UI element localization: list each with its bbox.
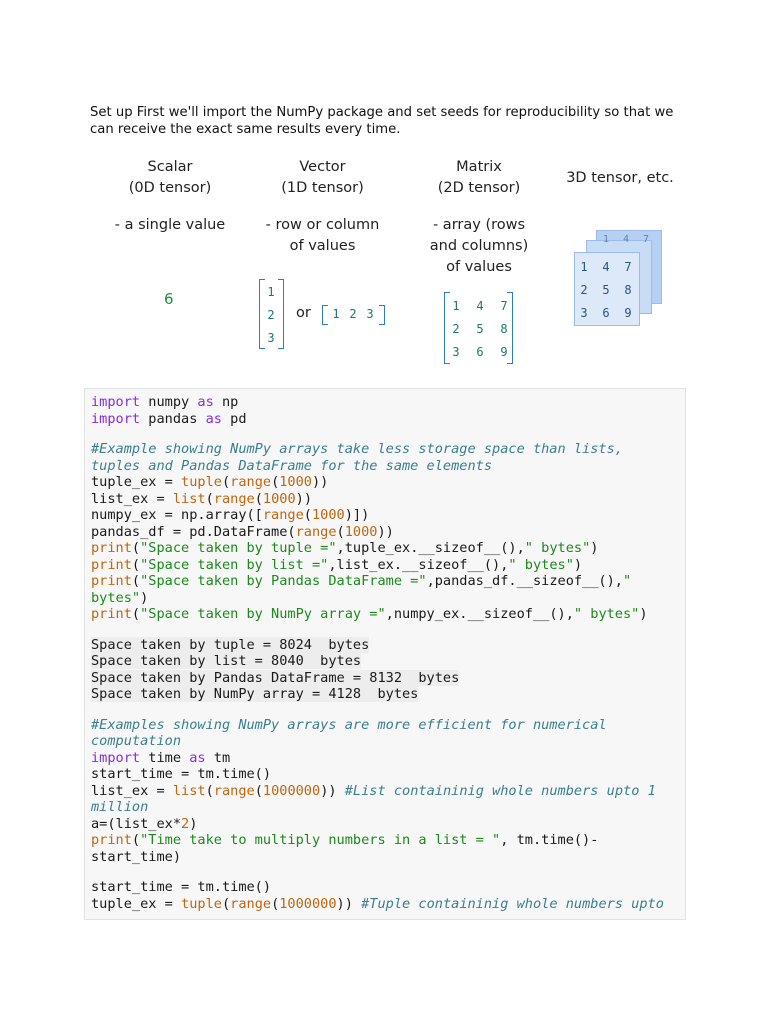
builtin: range	[230, 895, 272, 912]
output-line: Space taken by tuple = 8024 bytes	[91, 636, 370, 653]
string: "Space taken by NumPy array ="	[140, 606, 386, 622]
code-comment: #Tuple containinig whole numbers upto	[361, 895, 664, 912]
tensor-cell: 2	[580, 283, 588, 297]
vector-desc-line2: of values	[289, 238, 356, 254]
builtin: range	[213, 490, 255, 507]
code-comment: tuples and Pandas DataFrame for the same elements	[91, 457, 493, 474]
code-text: ,list_ex.__sizeof__(),	[328, 556, 509, 573]
string: " bytes"	[573, 606, 640, 622]
tensor-back-cell: 4	[622, 234, 630, 245]
keyword: as	[205, 410, 222, 427]
matrix-cell: 3	[452, 345, 460, 359]
row-vector-cell: 2	[349, 307, 357, 321]
builtin: range	[262, 507, 304, 523]
code-text: (	[303, 507, 312, 523]
matrix-desc-line3: of values	[446, 259, 512, 275]
row-vector-cell: 3	[366, 307, 374, 321]
keyword: as	[189, 749, 206, 766]
builtin: print	[91, 556, 132, 573]
keyword: as	[197, 394, 214, 410]
matrix-cell: 1	[452, 299, 460, 313]
tensor-cell: 7	[624, 260, 632, 274]
vector-title: Vector	[299, 159, 346, 175]
code-text: (	[131, 556, 141, 573]
code-text: start_time = tm.time()	[91, 766, 272, 782]
number: 1000	[262, 490, 296, 507]
matrix-subtitle: (2D tensor)	[437, 180, 521, 196]
string: " bytes"	[508, 556, 574, 573]
code-text: )	[140, 589, 149, 606]
code-text: (	[271, 895, 280, 912]
code-comment: million	[91, 799, 149, 815]
matrix-column	[420, 157, 538, 278]
builtin: print	[91, 832, 132, 848]
number: 1000	[311, 507, 345, 523]
number: 1000000	[279, 895, 337, 912]
vector-subtitle: (1D tensor)	[281, 180, 364, 196]
builtin: list	[172, 490, 206, 507]
code-text: )])	[344, 507, 370, 523]
scalar-desc: - a single value	[114, 217, 226, 233]
code-text: , tm.time()-	[500, 832, 599, 848]
code-text: start_time)	[91, 848, 182, 865]
scalar-value: 6	[164, 290, 174, 308]
output-line: Space taken by list = 8040 bytes	[91, 653, 362, 669]
tensor-cell: 4	[602, 260, 610, 274]
matrix-cell: 2	[452, 322, 460, 336]
intro-paragraph: Set up First we'll import the NumPy package and set seeds for reproducibility so that we can receive the exact same results every time.	[90, 105, 674, 137]
tensor-back-cell: 7	[642, 234, 650, 245]
code-text: time	[140, 749, 190, 766]
code-text: ))	[336, 895, 362, 912]
tensor-cell: 1	[580, 260, 588, 274]
tensor-cell: 3	[580, 306, 588, 320]
vector-column	[255, 157, 390, 257]
scalar-subtitle: (0D tensor)	[128, 180, 212, 196]
code-comment: #Example showing NumPy arrays take less storage space than lists,	[91, 441, 623, 457]
tensor-cell: 8	[624, 283, 632, 297]
code-text: list_ex =	[91, 490, 173, 507]
number: 1000	[344, 523, 378, 540]
output-line: Space taken by Pandas DataFrame = 8132 bytes	[91, 669, 460, 686]
matrix-cell: 4	[476, 299, 484, 313]
column-vector-cell: 3	[267, 331, 275, 345]
code-text: a=(list_ex*	[91, 815, 182, 832]
code-text: tuple_ex =	[91, 895, 182, 912]
keyword: import	[91, 749, 141, 766]
builtin: tuple	[181, 895, 222, 912]
matrix-cell: 5	[476, 322, 484, 336]
tensor-title: 3D tensor, etc.	[566, 170, 674, 186]
string: " bytes"	[524, 540, 591, 556]
code-text: (	[221, 895, 231, 912]
vector-desc-line1: - row or column	[265, 217, 380, 233]
code-text: numpy	[140, 394, 198, 410]
builtin: print	[91, 573, 132, 589]
column-vector-cell: 1	[267, 285, 275, 299]
code-block	[91, 394, 683, 912]
code-text: ))	[320, 782, 345, 799]
code-text: ))	[312, 474, 329, 490]
matrix-cell: 8	[500, 322, 508, 336]
tensor-cell: 9	[624, 306, 632, 320]
row-vector-cell: 1	[332, 307, 340, 321]
code-text: (	[205, 490, 214, 507]
builtin: range	[230, 474, 272, 490]
string: bytes"	[91, 589, 141, 606]
code-text: np	[213, 394, 239, 410]
code-text: numpy_ex = np.array([	[91, 507, 263, 523]
code-text: ,pandas_df.__sizeof__(),	[426, 573, 623, 589]
code-text: )	[573, 556, 583, 573]
tensor-cell: 5	[602, 283, 610, 297]
code-comment: computation	[91, 733, 182, 749]
matrix-desc-line2: and columns)	[429, 238, 529, 254]
code-text: ))	[295, 490, 313, 507]
matrix-cell: 6	[476, 345, 484, 359]
builtin: list	[172, 782, 206, 799]
matrix-desc-line1: - array (rows	[432, 217, 526, 233]
or-label: or	[296, 305, 311, 321]
code-text: tuple_ex =	[91, 474, 182, 490]
string: "Time take to multiply numbers in a list = "	[140, 832, 501, 848]
code-text: tm	[205, 749, 231, 766]
code-comment: #List containinig whole numbers upto 1	[344, 782, 656, 799]
builtin: range	[213, 782, 255, 799]
matrix-cell: 7	[500, 299, 508, 313]
output-line: Space taken by NumPy array = 4128 bytes	[91, 686, 419, 702]
code-text: (	[336, 523, 345, 540]
code-text: ,tuple_ex.__sizeof__(),	[336, 540, 525, 556]
code-text: pd	[221, 410, 247, 427]
builtin: print	[91, 540, 132, 556]
code-text: (	[221, 474, 231, 490]
code-text: (	[131, 573, 141, 589]
number: 2	[181, 815, 190, 832]
number: 1000000	[262, 782, 321, 799]
scalar-title: Scalar	[147, 159, 193, 175]
column-vector-cell: 2	[267, 308, 275, 322]
string: "Space taken by Pandas DataFrame ="	[140, 573, 427, 589]
string: "	[622, 573, 632, 589]
code-text: (	[254, 782, 263, 799]
tensor-back-cell: 1	[602, 234, 610, 245]
code-text: start_time = tm.time()	[91, 879, 272, 895]
code-text: (	[254, 490, 263, 507]
tensor-cube	[574, 228, 666, 328]
builtin: tuple	[181, 474, 222, 490]
tensor-cell: 6	[602, 306, 610, 320]
builtin: print	[91, 606, 132, 622]
code-text: (	[205, 782, 214, 799]
code-text: )	[189, 815, 198, 832]
string: "Space taken by tuple ="	[140, 540, 337, 556]
code-text: )	[590, 540, 599, 556]
code-text: ,numpy_ex.__sizeof__(),	[385, 606, 574, 622]
matrix-title: Matrix	[456, 159, 502, 175]
code-comment: #Examples showing NumPy arrays are more efficient for numerical	[91, 716, 607, 733]
keyword: import	[91, 410, 141, 427]
code-text: )	[639, 606, 648, 622]
code-cell	[84, 388, 686, 920]
code-text: (	[131, 540, 141, 556]
code-text: list_ex =	[91, 782, 173, 799]
keyword: import	[91, 394, 141, 410]
matrix-cell: 9	[500, 345, 508, 359]
number: 1000	[279, 474, 312, 490]
code-text: (	[271, 474, 280, 490]
code-text: ))	[377, 523, 394, 540]
string: "Space taken by list ="	[140, 556, 329, 573]
code-text: pandas	[140, 410, 206, 427]
code-text: pandas_df = pd.DataFrame(	[91, 523, 296, 540]
scalar-column	[110, 157, 230, 236]
code-text: (	[131, 606, 141, 622]
code-text: (	[131, 832, 141, 848]
builtin: range	[295, 523, 337, 540]
